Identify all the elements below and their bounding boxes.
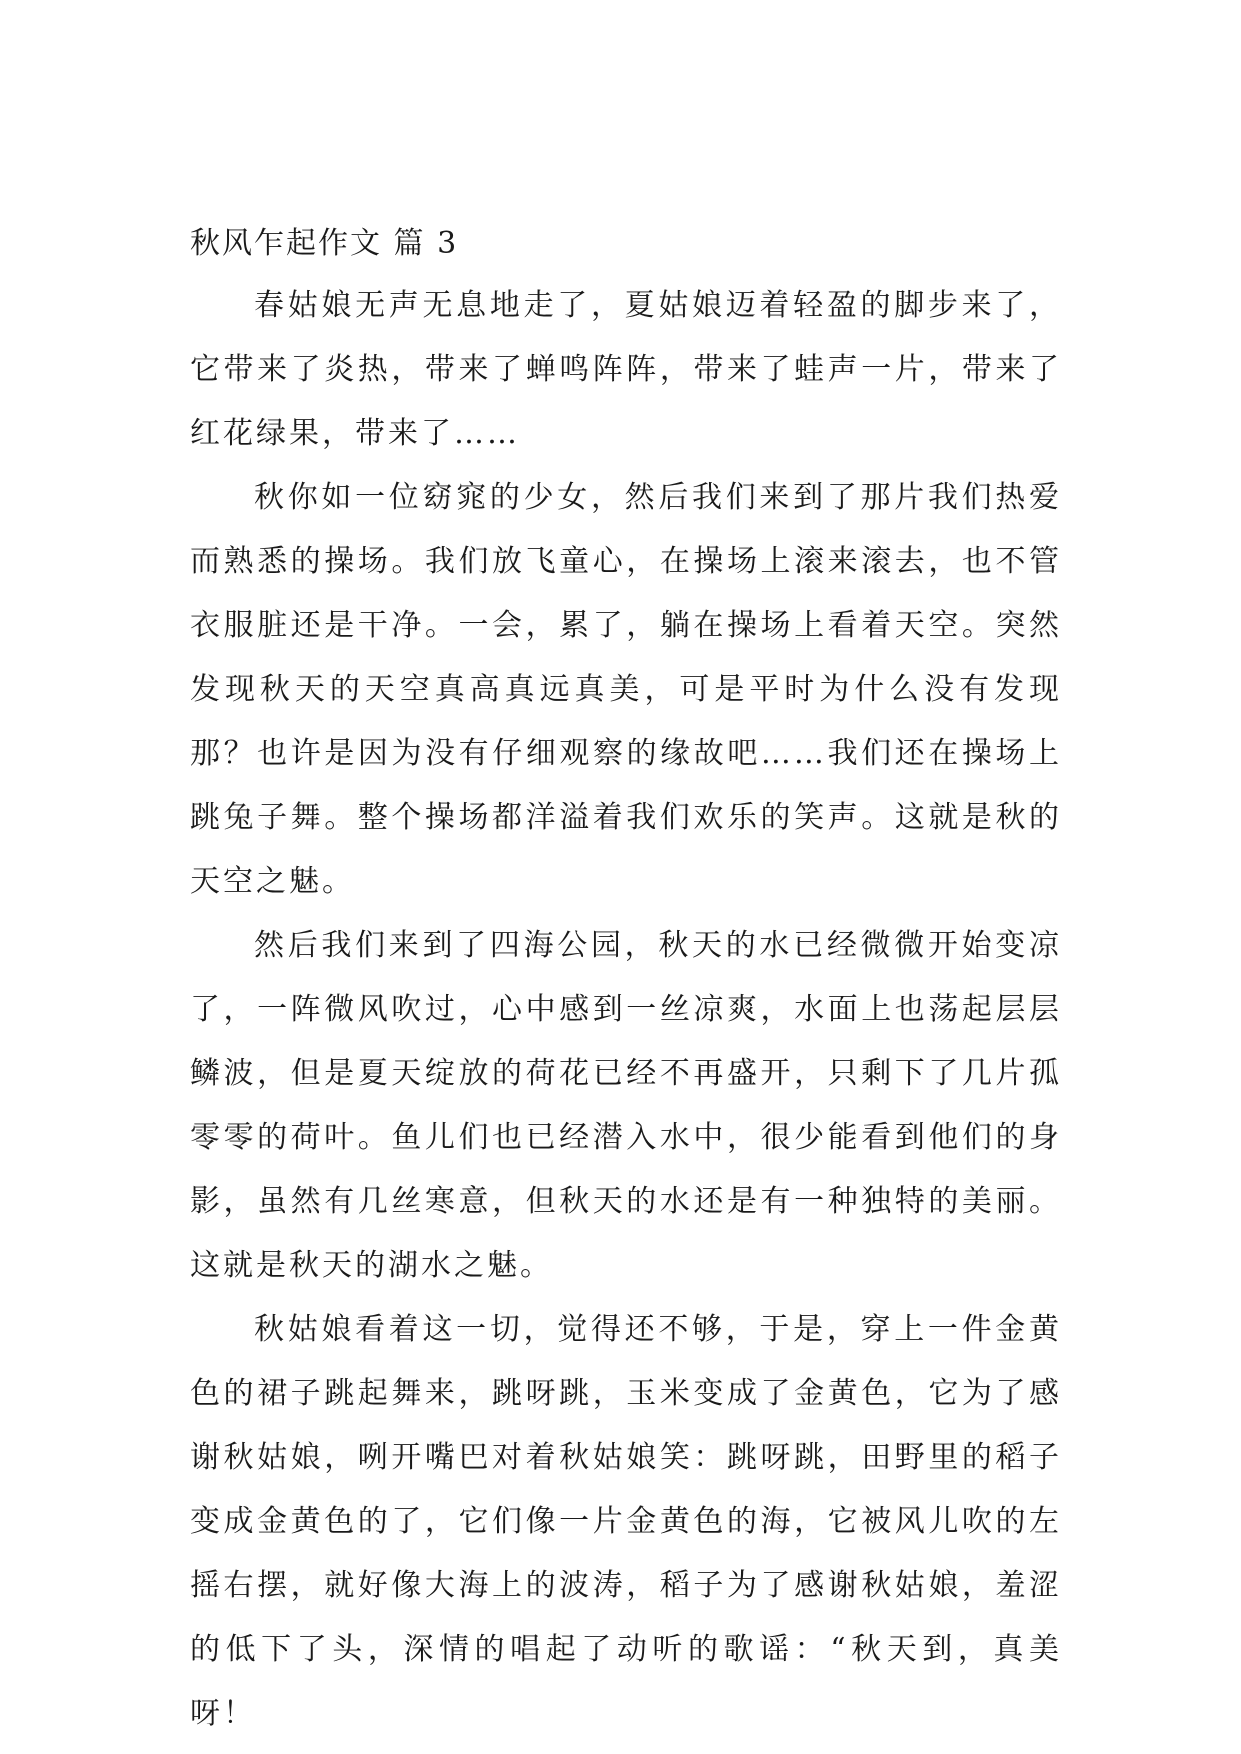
paragraph: 然后我们来到了四海公园，秋天的水已经微微开始变凉了，一阵微风吹过，心中感到一丝凉爽，水面上也荡起层层鳞波，但是夏天绽放的荷花已经不再盛开，只剩下了几片孤零零的荷叶。鱼儿们也已经潜入水中，很少能看到他们的身影，虽然有几丝寒意，但秋天的水还是有一种独特的美丽。这就是秋天的湖水之魅。 [190,928,1062,1283]
document-title: 秋风乍起作文 篇 3 [190,226,459,261]
paragraph: 秋你如一位窈窕的少女，然后我们来到了那片我们热爱而熟悉的操场。我们放飞童心，在操场上滚来滚去，也不管衣服脏还是干净。一会，累了，躺在操场上看着天空。突然发现秋天的天空真高真远真美，可是平时为什么没有发现那？也许是因为没有仔细观察的缘故吧……我们还在操场上跳兔子舞。整个操场都洋溢着我们欢乐的笑声。这就是秋的天空之魅。 [190,480,1062,899]
paragraph: 秋姑娘看着这一切，觉得还不够，于是，穿上一件金黄色的裙子跳起舞来，跳呀跳，玉米变成了金黄色，它为了感谢秋姑娘，咧开嘴巴对着秋姑娘笑：跳呀跳，田野里的稻子变成金黄色的了，它们像一片金黄色的海，它被风儿吹的左摇右摆，就好像大海上的波涛，稻子为了感谢秋姑娘，羞涩的低下了头，深情的唱起了动听的歌谣：“秋天到，真美呀！ [190,1312,1062,1731]
paragraph: 春姑娘无声无息地走了，夏姑娘迈着轻盈的脚步来了，它带来了炎热，带来了蝉鸣阵阵，带来了蛙声一片，带来了红花绿果，带来了…… [190,288,1062,451]
document-body [190,274,1062,1746]
